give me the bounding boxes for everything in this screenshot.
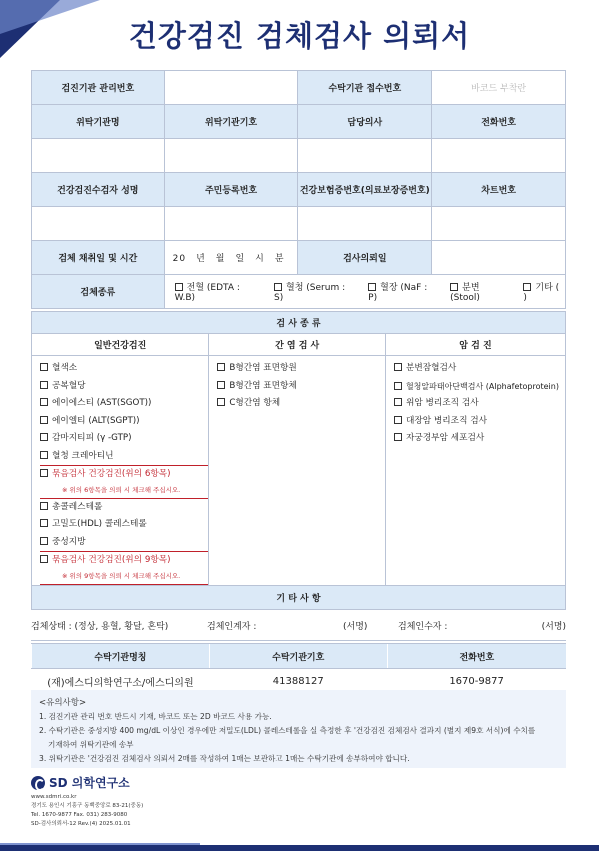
label-phone: 전화번호 (432, 105, 566, 139)
checkbox-icon[interactable] (175, 283, 183, 291)
exam-item[interactable]: 총콜레스테롤 (40, 499, 202, 517)
field-resident-number[interactable] (164, 207, 298, 241)
lab-code: 41388127 (209, 669, 387, 694)
checkbox-icon[interactable] (40, 433, 48, 441)
sample-option-serum[interactable]: 혈청 (Serum : S) (274, 283, 346, 303)
checkbox-icon[interactable] (217, 398, 225, 406)
exam-item[interactable]: 분변잠혈검사 (394, 360, 559, 378)
label-institution-name: 위탁기관명 (32, 105, 165, 139)
cancer-exam-list (385, 356, 565, 605)
field-institution-name[interactable] (32, 139, 165, 173)
field-collection-time[interactable]: 20 년 월 일 시 분 (164, 241, 298, 275)
company-logo (31, 774, 130, 791)
exam-type-table (31, 311, 566, 605)
general-exam-list (32, 356, 209, 605)
checkbox-icon[interactable] (394, 416, 402, 424)
footer-info (31, 793, 143, 829)
checkbox-icon[interactable] (40, 451, 48, 459)
checkbox-icon[interactable] (40, 469, 48, 477)
exam-item[interactable]: 고밀도(HDL) 콜레스테롤 (40, 516, 202, 534)
bundle-6-item[interactable]: 묶음검사 건강검진(위의 6항목) (40, 466, 208, 484)
sample-handover-row (31, 610, 566, 641)
exam-item[interactable]: 대장암 병리조직 검사 (394, 413, 559, 431)
precaution-line: 1. 검진기관 관리 번호 반드시 기재, 바코드 또는 2D 바코드 사용 가능. (39, 712, 272, 721)
field-insurance-number[interactable] (298, 207, 432, 241)
label-lab-name: 수탁기관명칭 (32, 644, 210, 669)
bundle-6-note: ※ 위의 6항목을 의뢰 시 체크해 주십시오. (62, 485, 181, 494)
exam-item[interactable]: C형간염 항체 (217, 395, 379, 413)
col-header-hepatitis: 간 염 검 사 (209, 334, 386, 356)
sample-option-stool[interactable]: 분변 (Stool) (450, 283, 480, 303)
checkbox-icon[interactable] (40, 537, 48, 545)
bundle-9-block (40, 551, 208, 585)
lab-phone: 1670-9877 (387, 669, 566, 694)
etc-section-title: 기 타 사 항 (32, 586, 566, 610)
exam-item[interactable]: B형간염 표면항체 (217, 378, 379, 396)
institution-table (31, 643, 566, 694)
exam-item[interactable]: 중성지방 (40, 534, 202, 552)
bottom-bar (0, 845, 599, 851)
label-sample-type: 검체종류 (32, 275, 165, 309)
checkbox-icon[interactable] (394, 382, 402, 390)
label-lab-phone: 전화번호 (387, 644, 566, 669)
barcode-area[interactable]: 바코드 부착란 (432, 71, 566, 105)
logo-text: SD 의학연구소 (49, 776, 130, 790)
receiver-label: 검체인수자 : (398, 621, 448, 632)
footer-address: 경기도 용인시 기흥구 동백중앙로 83-21(중동) (31, 803, 144, 809)
field-clinic-number[interactable] (164, 71, 298, 105)
exam-item[interactable]: 위암 병리조직 검사 (394, 395, 559, 413)
request-info-table (31, 70, 566, 309)
bundle-9-item[interactable]: 묶음검사 건강검진(위의 9항목) (40, 552, 208, 570)
page-title: 건강검진 검체검사 의뢰서 (128, 19, 471, 53)
field-request-date[interactable] (432, 241, 566, 275)
checkbox-icon[interactable] (368, 283, 376, 291)
checkbox-icon[interactable] (217, 363, 225, 371)
field-doctor[interactable] (298, 139, 432, 173)
exam-item[interactable]: 공복혈당 (40, 378, 202, 396)
exam-item[interactable]: 혈청알파태아단백검사 (Alphafetoprotein) (394, 378, 559, 396)
label-collection-time: 검체 채취일 및 시간 (32, 241, 165, 275)
checkbox-icon[interactable] (40, 519, 48, 527)
label-request-date: 검사의뢰일 (298, 241, 432, 275)
exam-item[interactable]: 자궁경부암 세포검사 (394, 430, 559, 448)
footer-contact: Tel. 1670-9877 Fax. 031) 283-9080 (31, 812, 128, 818)
precautions-title: <유의사항> (39, 698, 87, 708)
checkbox-icon[interactable] (40, 555, 48, 563)
footer-website: www.sdmri.co.kr (31, 794, 77, 800)
exam-item[interactable]: 혈색소 (40, 360, 202, 378)
label-insurance-number: 건강보험증번호(의료보장증번호) (298, 173, 432, 207)
col-header-general: 일반건강검진 (32, 334, 209, 356)
checkbox-icon[interactable] (40, 398, 48, 406)
label-resident-number: 주민등록번호 (164, 173, 298, 207)
handover-label: 검체인계자 : (207, 621, 257, 632)
exam-section-title: 검 사 종 류 (32, 312, 566, 334)
hepatitis-exam-list (209, 356, 386, 605)
label-chart-number: 차트번호 (432, 173, 566, 207)
exam-item[interactable]: 에이엘티 (ALT(SGPT)) (40, 413, 202, 431)
precaution-line: 기재하여 위탁기관에 송부 (48, 740, 134, 749)
field-chart-number[interactable] (432, 207, 566, 241)
exam-item[interactable]: B형간염 표면항원 (217, 360, 379, 378)
sample-condition[interactable]: 검체상태 : (정상, 용혈, 황달, 혼탁) (31, 621, 169, 632)
sample-type-options (164, 275, 565, 309)
label-patient-name: 건강검진수검자 성명 (32, 173, 165, 207)
exam-item[interactable]: 감마지티피 (γ -GTP) (40, 430, 202, 448)
receiver-sign[interactable]: (서명) (541, 621, 566, 632)
exam-item[interactable]: 혈청 크레아티닌 (40, 448, 202, 466)
label-receipt-number: 수탁기관 접수번호 (298, 71, 432, 105)
bundle-6-block (40, 465, 208, 499)
label-lab-code: 수탁기관기호 (209, 644, 387, 669)
checkbox-icon[interactable] (394, 433, 402, 441)
checkbox-icon[interactable] (394, 363, 402, 371)
checkbox-icon[interactable] (523, 283, 531, 291)
field-phone[interactable] (432, 139, 566, 173)
exam-item[interactable]: 에이에스티 (AST(SGOT)) (40, 395, 202, 413)
precautions-box (31, 690, 566, 768)
checkbox-icon[interactable] (40, 416, 48, 424)
field-patient-name[interactable] (32, 207, 165, 241)
col-header-cancer: 암 검 진 (385, 334, 565, 356)
bundle-9-note: ※ 위의 9항목을 의뢰 시 체크해 주십시오. (62, 571, 181, 580)
label-institution-code: 위탁기관기호 (164, 105, 298, 139)
lab-name: (재)에스디의학연구소/에스디의원 (32, 669, 210, 694)
footer-doc-code: SD-검사의뢰서-12 Rev.(4) 2025.01.01 (31, 821, 131, 827)
label-clinic-number: 검진기관 관리번호 (32, 71, 165, 105)
label-doctor: 담당의사 (298, 105, 432, 139)
checkbox-icon[interactable] (450, 283, 458, 291)
etc-section (31, 585, 566, 610)
checkbox-icon[interactable] (394, 398, 402, 406)
sample-option-whole-blood[interactable]: 전혈 (EDTA : W.B) (174, 283, 240, 303)
checkbox-icon[interactable] (217, 381, 225, 389)
sd-logo-icon (31, 776, 45, 790)
checkbox-icon[interactable] (274, 283, 282, 291)
checkbox-icon[interactable] (40, 363, 48, 371)
precaution-line: 3. 위탁기관은 '건강검진 검체검사 의뢰서 2매를 작성하여 1매는 보관하고 1매는 수탁기관에 송부하여야 합니다. (39, 754, 410, 763)
checkbox-icon[interactable] (40, 502, 48, 510)
sample-option-plasma[interactable]: 혈장 (NaF : P) (368, 283, 428, 303)
checkbox-icon[interactable] (40, 381, 48, 389)
sample-option-other[interactable]: 기타 ( ) (523, 283, 560, 303)
field-institution-code[interactable] (164, 139, 298, 173)
precaution-line: 2. 수탁기관은 중성지방 400 mg/dL 이상인 경우에만 저밀도(LDL) 콜레스테롤을 실 측정한 후 '건강검진 검체검사 결과지 (별지 제9호 서식)에 수치를 (39, 726, 536, 735)
handover-sign[interactable]: (서명) (343, 621, 368, 632)
